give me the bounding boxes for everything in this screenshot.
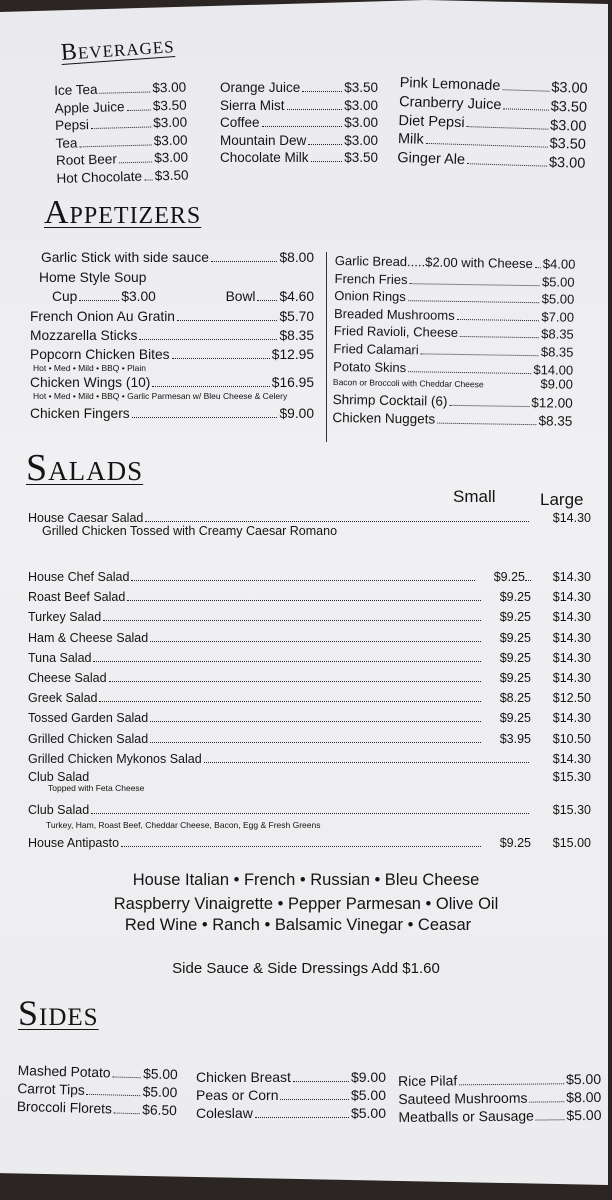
menu-item: Hot Chocolate $3.50 <box>56 167 189 186</box>
dressings-line: Raspberry Vinaigrette • Pepper Parmesan • Olive Oil <box>113 895 499 913</box>
menu-item: Carrot Tips $5.00 <box>17 1080 178 1101</box>
menu-item: Shrimp Cocktail (6) $12.00 <box>332 392 573 411</box>
salad-row: Tuna Salad $9.25 $14.30 <box>28 650 591 665</box>
menu-item: Home Style Soup <box>39 269 147 285</box>
salad-row: Roast Beef Salad $9.25 $14.30 <box>28 590 591 605</box>
item-note: Hot • Med • Mild • BBQ • Garlic Parmesan w/ Bleu Cheese & Celery <box>33 390 288 401</box>
salad-row: Grilled Chicken Mykonos Salad $14.30 <box>28 751 591 766</box>
salad-row: House Antipasto $9.25 $15.00 <box>28 836 591 851</box>
item-note: Topped with Feta Cheese <box>48 783 145 794</box>
menu-item: Ice Tea $3.00 <box>54 79 187 98</box>
menu-item: Mountain Dew $3.00 <box>220 132 378 148</box>
column-divider <box>326 252 327 442</box>
salads-caesar <box>28 508 591 540</box>
menu-item: House Caesar Salad $14.30 <box>28 511 591 525</box>
menu-item: Root Beer $3.00 <box>55 149 189 169</box>
menu-item: French Onion Au Gratin $5.70 <box>30 308 314 324</box>
menu-item: Cup $3.00 Bowl $4.60 <box>52 289 314 305</box>
menu-item: Sauteed Mushrooms $8.00 <box>398 1088 602 1107</box>
beverages-heading: Beverages <box>60 32 176 66</box>
menu-item: Sierra Mist $3.00 <box>220 97 378 113</box>
salad-row: Tossed Garden Salad $9.25 $14.30 <box>28 711 591 726</box>
menu-item: Fried Ravioli, Cheese $8.35 <box>333 323 574 343</box>
large-column-label: Large <box>540 490 584 509</box>
side-sauce-note: Side Sauce & Side Dressings Add $1.60 <box>172 960 440 977</box>
sides-col3 <box>398 1070 602 1126</box>
menu-item: Popcorn Chicken Bites $12.95 <box>30 346 314 362</box>
menu-item: Ginger Ale $3.00 <box>397 150 586 173</box>
menu-item: Garlic Stick with side sauce $8.00 <box>41 250 314 265</box>
menu-item: Rice Pilaf $5.00 <box>398 1070 602 1089</box>
sides-heading: Sides <box>18 993 99 1033</box>
menu-item: Milk $3.50 <box>397 131 587 154</box>
dressings-line: House Italian • French • Russian • Bleu Cheese <box>132 871 480 889</box>
menu-item: Chocolate Milk $3.50 <box>220 150 378 166</box>
appetizers-heading: Appetizers <box>44 194 202 231</box>
menu-item: Diet Pepsi $3.00 <box>398 112 587 135</box>
menu-item: Potato Skins $14.00 <box>333 358 574 378</box>
salad-row: Greek Salad $8.25 $12.50 <box>28 691 591 706</box>
salads-heading: Salads <box>26 447 144 489</box>
menu-item: Breaded Mushrooms $7.00 <box>333 305 575 325</box>
menu-item: Fried Calamari $8.35 <box>333 340 574 360</box>
menu-item: Garlic Bread.....$2.00 with Cheese $4.00 <box>334 252 576 272</box>
menu-item: Pink Lemonade $3.00 <box>399 74 588 97</box>
small-column-label: Small <box>453 487 496 506</box>
salads-list <box>28 567 591 853</box>
item-note: Turkey, Ham, Roast Beef, Cheddar Cheese, Bacon, Egg & Fresh Greens <box>46 820 321 831</box>
appetizers-left-col <box>30 248 314 424</box>
sides-col1 <box>17 1062 178 1120</box>
menu-item: French Fries $5.00 <box>334 270 575 290</box>
salad-row: Club Salad $15.30 <box>28 803 591 818</box>
menu-item: Cranberry Juice $3.50 <box>398 93 588 116</box>
menu-item: Meatballs or Sausage $5.00 <box>398 1106 602 1125</box>
menu-item: Tea $3.00 <box>55 132 188 151</box>
dressings-line: Red Wine • Ranch • Balsamic Vinegar • Ceasar <box>124 916 472 934</box>
menu-item: Mozzarella Sticks $8.35 <box>30 328 314 344</box>
sides-col2 <box>196 1068 386 1122</box>
beverages-col1 <box>54 79 189 188</box>
salad-row: Turkey Salad $9.25 $14.30 <box>28 610 591 625</box>
item-note: Hot • Med • Mild • BBQ • Plain <box>33 362 146 373</box>
menu-item: Chicken Nuggets $8.35 <box>332 409 573 429</box>
salad-row: House Chef Salad $9.25 $14.30 <box>28 570 591 584</box>
menu-item: Chicken Breast $9.00 <box>196 1069 386 1085</box>
salad-row: Grilled Chicken Salad $3.95 $10.50 <box>28 731 591 746</box>
salad-row: Club Salad $15.30 <box>28 770 591 785</box>
menu-item: Chicken Fingers $9.00 <box>30 405 314 421</box>
salad-row: Ham & Cheese Salad $9.25 $14.30 <box>28 630 591 645</box>
menu-item: Mashed Potato $5.00 <box>17 1062 178 1083</box>
item-note: Grilled Chicken Tossed with Creamy Caesar Romano <box>42 524 338 539</box>
beverages-col2 <box>220 79 378 167</box>
appetizers-right-col <box>332 252 575 430</box>
menu-item: Coffee $3.00 <box>220 115 378 131</box>
menu-item: Onion Rings $5.00 <box>334 288 575 307</box>
menu-item: Orange Juice $3.50 <box>220 80 378 95</box>
menu-item: Coleslaw $5.00 <box>196 1105 386 1121</box>
menu-item: Broccoli Florets $6.50 <box>16 1098 177 1119</box>
beverages-col3 <box>397 74 588 174</box>
menu-item: Chicken Wings (10) $16.95 <box>30 374 314 390</box>
menu-item: Pepsi $3.00 <box>54 114 188 134</box>
salad-row: Cheese Salad $9.25 $14.30 <box>28 671 591 686</box>
menu-item: Apple Juice $3.50 <box>54 97 187 116</box>
menu-item: Bacon or Broccoli with Cheddar Cheese $9.00 <box>332 376 574 392</box>
menu-item: Peas or Corn $5.00 <box>196 1087 386 1103</box>
